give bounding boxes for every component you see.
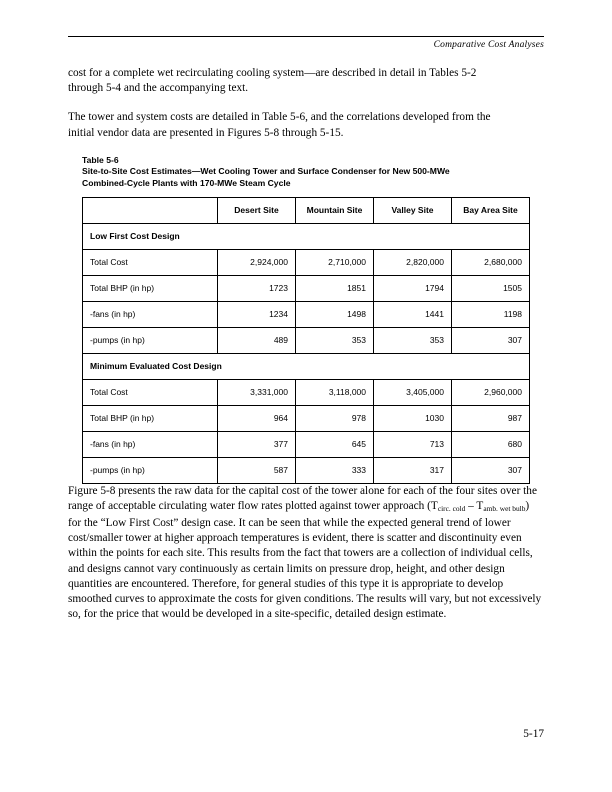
cell-value: 1498	[296, 301, 374, 327]
cell-value: 964	[218, 405, 296, 431]
table-header-row	[83, 197, 530, 223]
paragraph-3-part-3: ) for the “Low First Cost” design case. It can be seen that while the expected general trend of lower cost/smaller tower at higher approach temperatures is evident, there is scatter and discontinuity even within the points for each site. This results from the fact that towers are a collection of individual cells, and designs cannot vary continuously as certain limits on pressure drop, height, and other design quantities are encountered. Therefore, for general studies of this type it is appropriate to develop smoothed curves to approximate the costs for given conditions. The results will vary, but not excessively so, for the price that would be developed in a site-specific, detailed design estimate.	[68, 499, 542, 621]
cell-value: 645	[296, 431, 374, 457]
cell-value: 1794	[374, 275, 452, 301]
column-header-bay-area: Bay Area Site	[452, 197, 530, 223]
table-title-line-1: Site-to-Site Cost Estimates—Wet Cooling Tower and Surface Condenser for New 500-MWe	[82, 166, 450, 177]
cell-value: 353	[296, 327, 374, 353]
cell-value: 1851	[296, 275, 374, 301]
table-row	[83, 405, 530, 431]
cell-value: 713	[374, 431, 452, 457]
cell-value: 2,710,000	[296, 249, 374, 275]
paragraph-3	[68, 484, 544, 623]
column-header-mountain: Mountain Site	[296, 197, 374, 223]
cell-value: 377	[218, 431, 296, 457]
cell-value: 978	[296, 405, 374, 431]
table-title-line-2: Combined-Cycle Plants with 170-MWe Steam Cycle	[82, 178, 291, 188]
paragraph-2-line-2: initial vendor data are presented in Figures 5-8 through 5-15.	[68, 126, 344, 139]
cell-value: 3,405,000	[374, 379, 452, 405]
cell-value: 1234	[218, 301, 296, 327]
section-heading-minimum-evaluated-cost: Minimum Evaluated Cost Design	[83, 353, 530, 379]
row-label: Total BHP (in hp)	[83, 275, 218, 301]
table-head	[83, 197, 530, 223]
cell-value: 1505	[452, 275, 530, 301]
cell-value: 3,331,000	[218, 379, 296, 405]
header-divider	[68, 36, 544, 37]
cell-value: 587	[218, 457, 296, 483]
row-label: -pumps (in hp)	[83, 457, 218, 483]
table-row	[83, 327, 530, 353]
cell-value: 489	[218, 327, 296, 353]
cell-value: 353	[374, 327, 452, 353]
table-section-row	[83, 353, 530, 379]
row-label: -fans (in hp)	[83, 301, 218, 327]
table-row	[83, 431, 530, 457]
paragraph-3-part-1: Figure 5-8 presents the raw data for the capital cost of the tower alone for each of the four sites over the range of acceptable circulating water flow rates plotted against tower approach (T	[68, 484, 537, 512]
cell-value: 307	[452, 327, 530, 353]
row-label: Total Cost	[83, 379, 218, 405]
paragraph-3-subscript-2: amb. wet bulb	[483, 503, 526, 513]
page-content	[68, 66, 544, 636]
row-label: -pumps (in hp)	[83, 327, 218, 353]
column-header-label	[83, 197, 218, 223]
row-label: Total BHP (in hp)	[83, 405, 218, 431]
cell-value: 2,820,000	[374, 249, 452, 275]
table-section-row	[83, 223, 530, 249]
cell-value: 680	[452, 431, 530, 457]
table-row	[83, 457, 530, 483]
table-5-6-block	[82, 155, 530, 484]
cell-value: 1723	[218, 275, 296, 301]
paragraph-1-line-1: cost for a complete wet recirculating cooling system—are described in detail in Tables 5-2	[68, 67, 477, 79]
paragraph-1	[68, 66, 544, 96]
column-header-valley: Valley Site	[374, 197, 452, 223]
cell-value: 2,680,000	[452, 249, 530, 275]
table-row	[83, 275, 530, 301]
page-number: 5-17	[523, 728, 544, 740]
paragraph-2	[68, 110, 544, 140]
cell-value: 1198	[452, 301, 530, 327]
table-body	[83, 223, 530, 483]
cell-value: 2,960,000	[452, 379, 530, 405]
cell-value: 333	[296, 457, 374, 483]
row-label: -fans (in hp)	[83, 431, 218, 457]
cell-value: 307	[452, 457, 530, 483]
cell-value: 317	[374, 457, 452, 483]
paragraph-3-part-2: – T	[465, 499, 484, 512]
table-row	[83, 301, 530, 327]
column-header-desert: Desert Site	[218, 197, 296, 223]
cell-value: 1441	[374, 301, 452, 327]
section-heading-low-first-cost: Low First Cost Design	[83, 223, 530, 249]
table-row	[83, 379, 530, 405]
table-row	[83, 249, 530, 275]
cell-value: 987	[452, 405, 530, 431]
running-header: Comparative Cost Analyses	[433, 40, 544, 50]
cell-value: 2,924,000	[218, 249, 296, 275]
cell-value: 1030	[374, 405, 452, 431]
paragraph-3-subscript-1: circ. cold	[437, 503, 466, 513]
cost-estimates-table	[82, 197, 530, 484]
row-label: Total Cost	[83, 249, 218, 275]
table-number: Table 5-6	[82, 154, 119, 165]
paragraph-2-line-1: The tower and system costs are detailed in Table 5-6, and the correlations developed from the	[68, 111, 491, 124]
paragraph-1-line-2: through 5-4 and the accompanying text.	[68, 82, 249, 95]
cell-value: 3,118,000	[296, 379, 374, 405]
table-caption	[82, 155, 530, 190]
